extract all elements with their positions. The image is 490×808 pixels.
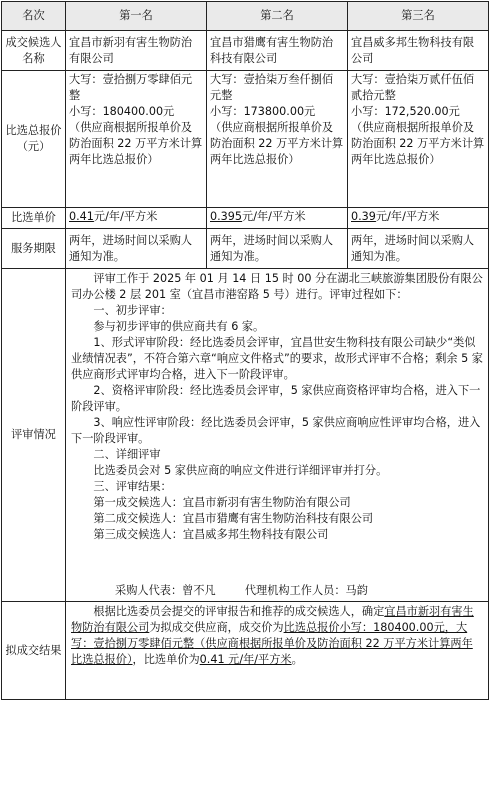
price-big: 大写：壹拾捌万零肆佰元整 — [69, 73, 193, 102]
review-supplier-count: 参与初步评审的供应商共有 6 家。 — [93, 320, 265, 333]
result-intro: 根据比选委员会提交的评审报告和推荐的成交候选人，确定 — [93, 605, 385, 618]
header-first: 第一名 — [66, 2, 207, 31]
price-first — [66, 71, 207, 208]
supplier-row — [2, 31, 489, 71]
price-note: （供应商根据所报单价及防治面积 22 万平方米计算两年比选总报价） — [210, 121, 344, 166]
unit-price-first — [66, 208, 207, 229]
service-third: 两年，进场时间以采购人通知为准。 — [348, 229, 489, 269]
price-big: 大写：壹拾柒万叁仟捌佰元整 — [210, 73, 334, 102]
header-row — [2, 2, 489, 31]
review-heading-detailed: 二、详细评审 — [93, 448, 161, 461]
review-heading-preliminary: 一、初步评审： — [93, 304, 172, 317]
result-content — [66, 602, 489, 700]
result-tail: ，比选单价为 — [132, 653, 200, 666]
result-mid: 为拟成交供应商，成交价为 — [149, 621, 284, 634]
unit-price-second — [207, 208, 348, 229]
review-heading-result: 三、评审结果： — [93, 480, 172, 493]
unit-price-unit: 元/年/平方米 — [242, 210, 306, 223]
review-candidate-second: 第二成交候选人：宜昌市猎鹰有害生物防治科技有限公司 — [93, 512, 374, 525]
unit-price-label: 比选单价 — [2, 208, 66, 229]
header-second: 第二名 — [207, 2, 348, 31]
review-detailed-scoring: 比选委员会对 5 家供应商的响应文件进行详细评审并打分。 — [93, 464, 388, 477]
evaluation-table — [1, 1, 489, 700]
price-note: （供应商根据所报单价及防治面积 22 万平方米计算两年比选总报价） — [351, 121, 485, 166]
price-row — [2, 71, 489, 208]
review-spacer — [71, 543, 483, 563]
result-row — [2, 602, 489, 700]
result-company: 宜昌市新羽有害生物防治有限公司 — [71, 605, 474, 634]
unit-price-value: 0.41 — [69, 210, 94, 223]
result-price-note: （供应商根据所报单价及防治面积 22 万平方米计算两年比选总报价） — [71, 637, 473, 666]
price-small: 小写：172,520.00元 — [351, 105, 460, 118]
review-spacer — [71, 563, 483, 583]
agency-staff: 代理机构工作人员：马韵 — [244, 584, 368, 597]
service-label: 服务期限 — [2, 229, 66, 269]
review-candidate-third: 第三成交候选人：宜昌威多邦生物科技有限公司 — [93, 528, 329, 541]
header-rank: 名次 — [2, 2, 66, 31]
buyer-representative: 采购人代表：曾不凡 — [115, 584, 216, 597]
result-unit-price: 0.41 元/年/平方米 — [199, 653, 292, 666]
unit-price-third — [348, 208, 489, 229]
review-intro: 评审工作于 2025 年 01 月 14 日 15 时 00 分在湖北三峡旅游集团股份有限公司办公楼 2 层 201 室（宜昌市港窑路 5 号）进行。评审过程如下： — [71, 272, 483, 301]
supplier-second: 宜昌市猎鹰有害生物防治科技有限公司 — [207, 31, 348, 71]
unit-price-value: 0.395 — [210, 210, 243, 223]
price-small: 小写：180400.00元 — [69, 105, 175, 118]
review-form-stage: 1、形式评审阶段：经比选委员会评审，宜昌世安生物科技有限公司缺少“类似业绩情况表”，不符合第六章“响应文件格式”的要求，故形式评审不合格；剩余 5 家供应商形式评审均合格，进入下一阶段评审。 — [71, 336, 483, 381]
unit-price-value: 0.39 — [351, 210, 376, 223]
review-candidate-first: 第一成交候选人：宜昌市新羽有害生物防治有限公司 — [93, 496, 351, 509]
price-big: 大写：壹拾柒万贰仟伍佰贰拾元整 — [351, 73, 475, 102]
supplier-first: 宜昌市新羽有害生物防治有限公司 — [66, 31, 207, 71]
header-third: 第三名 — [348, 2, 489, 31]
price-note: （供应商根据所报单价及防治面积 22 万平方米计算两年比选总报价） — [69, 121, 203, 166]
supplier-label: 成交候选人名称 — [2, 31, 66, 71]
unit-price-unit: 元/年/平方米 — [93, 210, 158, 223]
supplier-third: 宜昌威多邦生物科技有限公司 — [348, 31, 489, 71]
review-response-stage: 3、响应性评审阶段：经比选委员会评审，5 家供应商响应性评审均合格，进入下一阶段评审。 — [71, 416, 481, 445]
review-signatures — [71, 583, 483, 599]
review-content — [66, 269, 489, 602]
award-document — [0, 1, 490, 808]
review-label: 评审情况 — [2, 269, 66, 602]
review-qualification-stage: 2、资格评审阶段：经比选委员会评审，5 家供应商资格评审均合格，进入下一阶段评审。 — [71, 384, 481, 413]
service-second: 两年，进场时间以采购人通知为准。 — [207, 229, 348, 269]
review-row — [2, 269, 489, 602]
unit-price-unit: 元/年/平方米 — [375, 210, 440, 223]
price-second — [207, 71, 348, 208]
unit-price-row — [2, 208, 489, 229]
price-small: 小写：173800.00元 — [210, 105, 316, 118]
result-label: 拟成交结果 — [2, 602, 66, 700]
price-third — [348, 71, 489, 208]
result-end: 。 — [291, 653, 303, 666]
service-row — [2, 229, 489, 269]
price-label: 比选总报价（元） — [2, 71, 66, 208]
service-first: 两年，进场时间以采购人通知为准。 — [66, 229, 207, 269]
result-price-big: 壹拾捌万零肆佰元整 — [93, 637, 195, 650]
result-price-label: 比选总报价小写：180400.00元，大写： — [71, 621, 468, 650]
